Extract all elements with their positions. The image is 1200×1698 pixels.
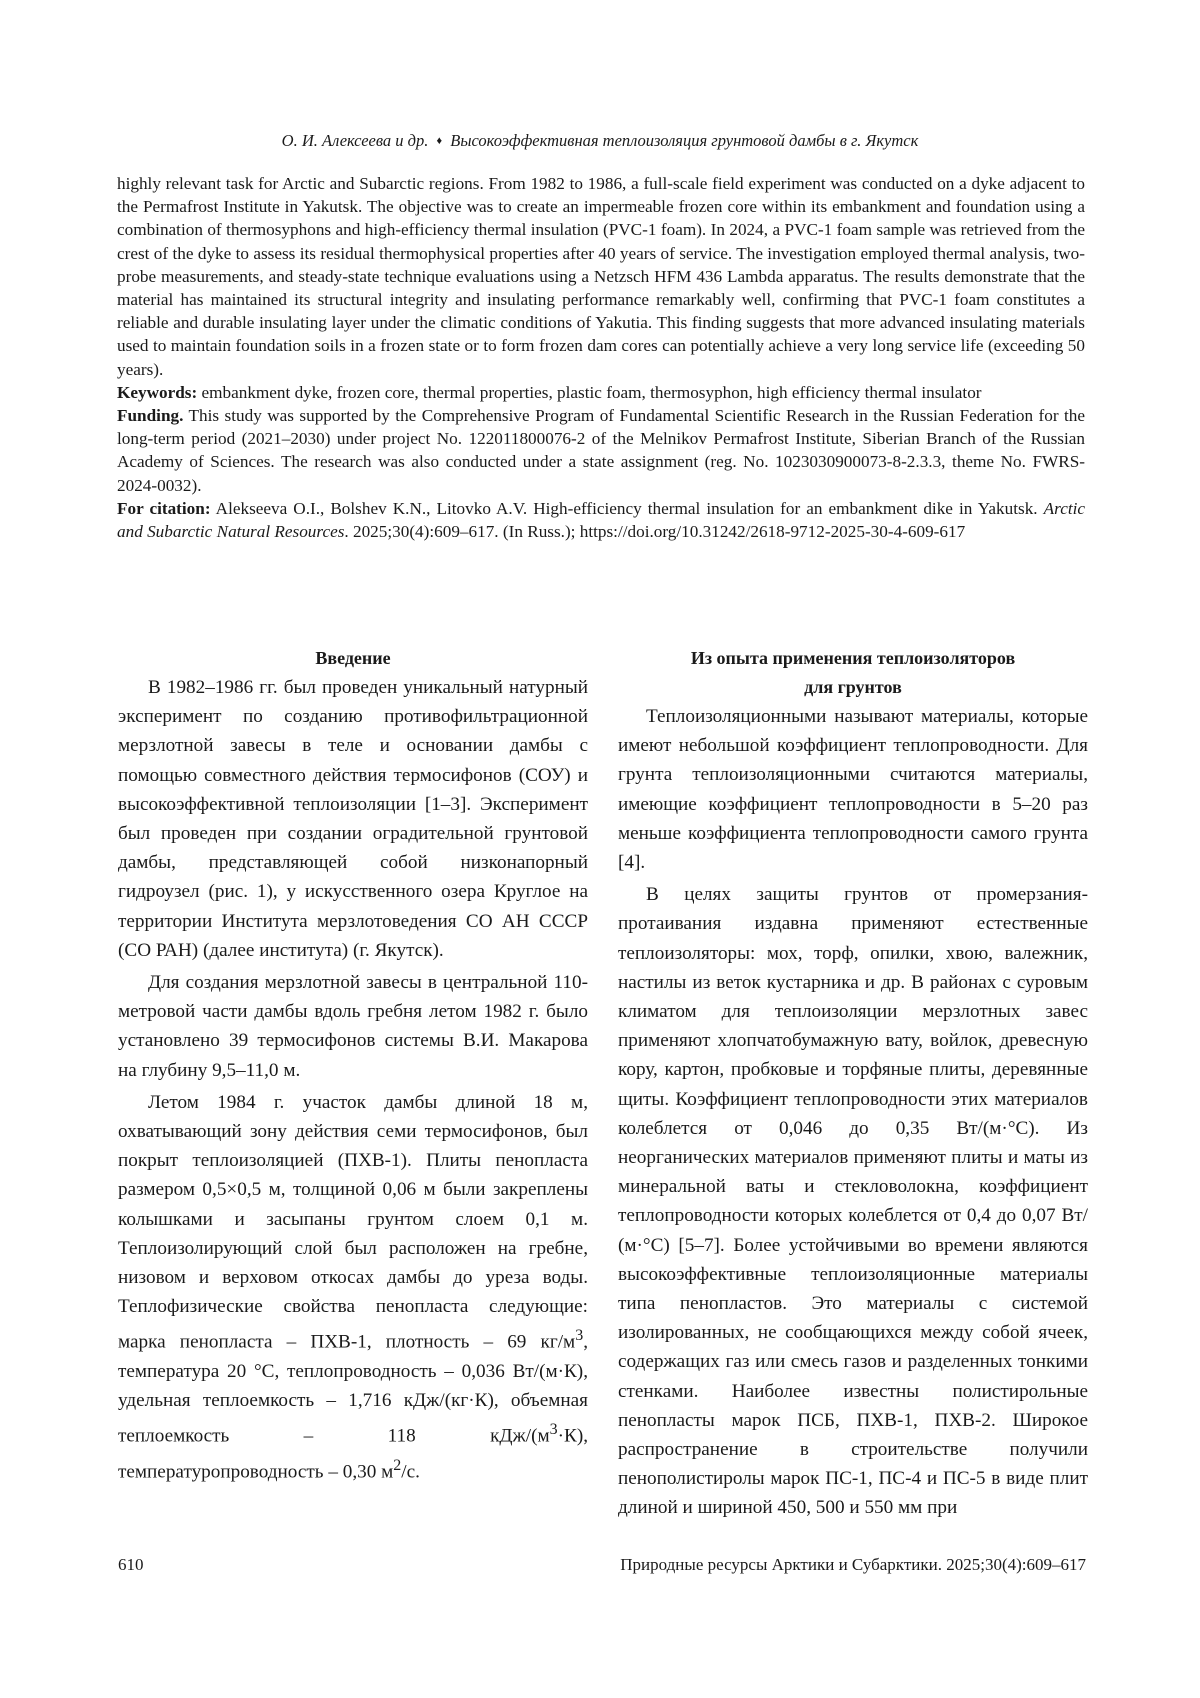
left-paragraph-2: Для создания мерзлотной завесы в центральной 110-метровой части дамбы вдоль гребня летом 1982 г. было установлено 39 термосифонов системы В.И. Макарова на глубину 9,5–11,0 м. xyxy=(118,972,588,1081)
citation-journal: Arctic and Subarctic Natural Resources xyxy=(117,498,1085,542)
keywords-text: embankment dyke, frozen core, thermal properties, plastic foam, thermosyphon, high efficiency thermal insulator xyxy=(197,382,982,402)
left-p3-part-d: /с. xyxy=(401,1461,420,1483)
funding-text: This study was supported by the Comprehensive Program of Fundamental Scientific Research in the Russian Federation for the long-term period (2021–2030) under project No. 122011800076-2 of the Melnikov Permafrost Institute, Siberian Branch of the Russian Academy of Sciences. The research was also conducted under a state assignment (reg. No. 1023030900073-8-2.3.3, theme No. FWRS-2024-0032). xyxy=(117,406,1085,495)
heading-line-1: Из опыта применения теплоизоляторов xyxy=(690,648,1016,668)
keywords-label: Keywords: xyxy=(117,382,198,402)
keywords xyxy=(117,381,1085,404)
left-p3-sup-2: 3 xyxy=(549,1421,558,1439)
left-p3-part-a: Летом 1984 г. участок дамбы длиной 18 м, охватывающий зону действия семи термосифонов, был покрыт теплоизоляцией (ПХВ-1). Плиты пенопласта размером 0,5×0,5 м, толщиной 0,06 м были закреплены колышками и засыпаны грунтом слоем 0,1 м. Теплоизолирующий слой был расположен на гребне, низовом и верховом откосах дамбы до уреза воды. Теплофизические свойства пенопласта следующие: марка пенопласта – ПХВ-1, плотность – 69 кг/м xyxy=(118,1091,588,1353)
citation-pre: Alekseeva O.I., Bolshev K.N., Litovko A.V. High-efficiency thermal insulation for an embankment dike in Yakutsk. xyxy=(210,498,1044,518)
running-head-authors: О. И. Алексеева и др. xyxy=(281,131,429,150)
left-p3-sup-1: 3 xyxy=(575,1327,584,1345)
section-heading-insulators xyxy=(618,644,1088,702)
heading-line-2: для грунтов xyxy=(804,677,902,697)
abstract-block xyxy=(117,172,1085,543)
right-paragraph-1: Теплоизоляционными называют материалы, которые имеют небольшой коэффициент теплопроводности. Для грунта теплоизоляционными считаются материалы, имеющие коэффициент теплопроводности в 5–20 раз меньше коэффициента теплопроводности самого грунта [4]. xyxy=(618,706,1088,874)
funding-label: Funding. xyxy=(117,406,184,426)
running-head xyxy=(0,131,1200,151)
section-heading-introduction: Введение xyxy=(315,648,391,668)
footer-journal-ref: Природные ресурсы Арктики и Субарктики. 2025;30(4):609–617 xyxy=(620,1555,1086,1574)
right-paragraph-2: В целях защиты грунтов от промерзания-протаивания издавна применяют естественные теплоизоляторы: мох, торф, опилки, хвою, валежник, настилы из веток кустарника и др. В районах с суровым климатом для теплоизоляции мерзлотных завес применяют хлопчатобумажную вату, войлок, древесную кору, картон, пробковые и торфяные плиты, деревянные щиты. Коэффициент теплопроводности этих материалов колеблется от 0,046 до 0,35 Вт/(м·°С). Из неорганических материалов применяют плиты и маты из минеральной ваты и стекловолокна, коэффициент теплопроводности которых колеблется от 0,4 до 0,07 Вт/ (м·°С) [5–7]. Более устойчивыми во времени являются высокоэффективные теплоизоляционные материалы типа пенопластов. Это материалы с системой изолированных, не сообщающихся между собой ячеек, содержащих газ или смесь газов и разделенных тонкими стенками. Наиболее известны полистирольные пенопласты марок ПСБ, ПХВ-1, ПХВ-2. Широкое распространение в строительстве получили пенополистиролы марок ПС-1, ПС-4 и ПС-5 в виде плит длиной и шириной 450, 500 и 550 мм при xyxy=(618,884,1088,1519)
funding xyxy=(117,404,1085,497)
left-paragraph-3 xyxy=(118,1088,588,1487)
citation xyxy=(117,497,1085,543)
left-p3-sup-3: 2 xyxy=(393,1457,402,1475)
left-p3-part-c: ·К), температуропроводность – 0,30 м xyxy=(118,1425,588,1483)
left-paragraph-1: В 1982–1986 гг. был проведен уникальный натурный эксперимент по созданию противофильтрационной мерзлотной завесы в теле и основании дамбы с помощью совместного действия термосифонов (СОУ) и высокоэффективной теплоизоляции [1–3]. Эксперимент был проведен при создании оградительной грунтовой дамбы, представляющей собой низконапорный гидроузел (рис. 1), у искусственного озера Круглое на территории Института мерзлотоведения СО АН СССР (СО РАН) (далее института) (г. Якутск). xyxy=(118,677,588,961)
page-number: 610 xyxy=(118,1555,144,1574)
left-column xyxy=(118,644,588,1490)
left-p3-part-b: , температура 20 °С, теплопроводность – 0,036 Вт/(м·К), удельная теплоемкость – 1,716 кДж/(кг·К), объемная теплоемкость – 118 кДж/(м xyxy=(118,1331,588,1447)
citation-label: For citation: xyxy=(117,498,211,518)
running-head-separator: ♦ xyxy=(436,135,443,147)
right-column xyxy=(618,644,1088,1526)
citation-post: . 2025;30(4):609–617. (In Russ.); https://doi.org/10.31242/2618-9712-2025-30-4-609-617 xyxy=(344,522,966,542)
running-head-title: Высокоэффективная теплоизоляция грунтовой дамбы в г. Якутск xyxy=(450,131,919,150)
abstract-text: highly relevant task for Arctic and Subarctic regions. From 1982 to 1986, a full-scale field experiment was conducted on a dyke adjacent to the Permafrost Institute in Yakutsk. The objective was to create an impermeable frozen core within its embankment and foundation using a combination of thermosyphons and high-efficiency thermal insulation (PVC-1 foam). In 2024, a PVC-1 foam sample was retrieved from the crest of the dyke to assess its residual thermophysical properties after 40 years of service. The investigation employed thermal analysis, two-probe measurements, and steady-state technique evaluations using a Netzsch HFM 436 Lambda apparatus. The results demonstrate that the material has maintained its structural integrity and insulating performance remarkably well, confirming that PVC-1 foam constitutes a reliable and durable insulating layer under the climatic conditions of Yakutia. This finding suggests that more advanced insulating materials used to maintain foundation soils in a frozen state or to form frozen dam cores can potentially achieve a very long service life (exceeding 50 years). xyxy=(117,174,1085,379)
